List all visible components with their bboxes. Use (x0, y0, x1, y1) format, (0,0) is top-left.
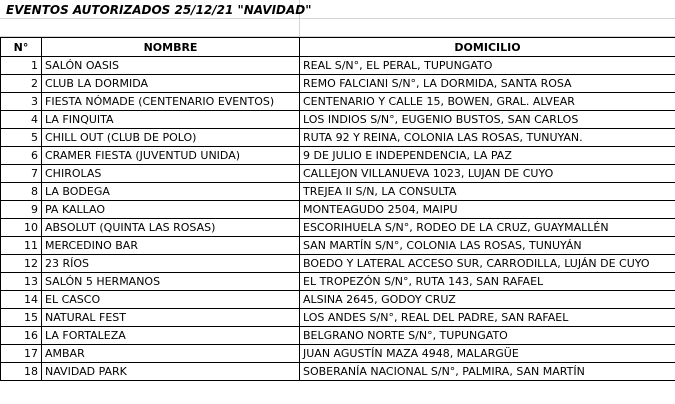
cell-name[interactable]: 23 RÍOS (42, 255, 300, 273)
cell-num[interactable]: 14 (1, 291, 42, 309)
cell-num[interactable]: 2 (1, 75, 42, 93)
cell-num[interactable]: 13 (1, 273, 42, 291)
table-row (1, 93, 675, 111)
cell-num[interactable]: 8 (1, 183, 42, 201)
cell-address[interactable]: LOS ANDES S/N°, REAL DEL PADRE, SAN RAFAEL (300, 309, 675, 327)
cell-num[interactable]: 5 (1, 129, 42, 147)
cell-address[interactable]: ALSINA 2645, GODOY CRUZ (300, 291, 675, 309)
table-row (1, 327, 675, 345)
cell-address[interactable]: EL TROPEZÓN S/N°, RUTA 143, SAN RAFAEL (300, 273, 675, 291)
table-row (1, 291, 675, 309)
cell-name[interactable]: SALÓN 5 HERMANOS (42, 273, 300, 291)
cell-name[interactable]: CHIROLAS (42, 165, 300, 183)
cell-name[interactable]: ABSOLUT (QUINTA LAS ROSAS) (42, 219, 300, 237)
table-row (1, 309, 675, 327)
cell-name[interactable]: NAVIDAD PARK (42, 363, 300, 381)
sheet-title[interactable]: EVENTOS AUTORIZADOS 25/12/21 "NAVIDAD" (6, 3, 312, 17)
cell-num[interactable]: 9 (1, 201, 42, 219)
table-row (1, 255, 675, 273)
cell-address[interactable]: REMO FALCIANI S/N°, LA DORMIDA, SANTA ROSA (300, 75, 675, 93)
cell-address[interactable]: 9 DE JULIO E INDEPENDENCIA, LA PAZ (300, 147, 675, 165)
table-row (1, 183, 675, 201)
table-row (1, 237, 675, 255)
cell-num[interactable]: 11 (1, 237, 42, 255)
cell-num[interactable]: 17 (1, 345, 42, 363)
cell-name[interactable]: PA KALLAO (42, 201, 300, 219)
cell-num[interactable]: 12 (1, 255, 42, 273)
cell-address[interactable]: MONTEAGUDO 2504, MAIPU (300, 201, 675, 219)
cell-num[interactable]: 6 (1, 147, 42, 165)
cell-address[interactable]: CALLEJON VILLANUEVA 1023, LUJAN DE CUYO (300, 165, 675, 183)
table-row (1, 57, 675, 75)
cell-name[interactable]: LA BODEGA (42, 183, 300, 201)
header-address[interactable]: DOMICILIO (300, 38, 675, 57)
table-body (1, 57, 675, 381)
cell-num[interactable]: 3 (1, 93, 42, 111)
cell-num[interactable]: 16 (1, 327, 42, 345)
header-num[interactable]: N° (1, 38, 42, 57)
header-name[interactable]: NOMBRE (42, 38, 300, 57)
table-row (1, 363, 675, 381)
cell-address[interactable]: RUTA 92 Y REINA, COLONIA LAS ROSAS, TUNUYAN. (300, 129, 675, 147)
cell-num[interactable]: 1 (1, 57, 42, 75)
cell-address[interactable]: TREJEA II S/N, LA CONSULTA (300, 183, 675, 201)
cell-name[interactable]: NATURAL FEST (42, 309, 300, 327)
cell-address[interactable]: REAL S/N°, EL PERAL, TUPUNGATO (300, 57, 675, 75)
table-row (1, 273, 675, 291)
cell-name[interactable]: EL CASCO (42, 291, 300, 309)
cell-num[interactable]: 15 (1, 309, 42, 327)
cell-num[interactable]: 7 (1, 165, 42, 183)
cell-name[interactable]: FIESTA NÓMADE (CENTENARIO EVENTOS) (42, 93, 300, 111)
table-row (1, 201, 675, 219)
cell-name[interactable]: SALÓN OASIS (42, 57, 300, 75)
cell-address[interactable]: BELGRANO NORTE S/N°, TUPUNGATO (300, 327, 675, 345)
cell-name[interactable]: CHILL OUT (CLUB DE POLO) (42, 129, 300, 147)
cell-name[interactable]: LA FINQUITA (42, 111, 300, 129)
cell-address[interactable]: CENTENARIO Y CALLE 15, BOWEN, GRAL. ALVEAR (300, 93, 675, 111)
cell-num[interactable]: 10 (1, 219, 42, 237)
grid-line-blank-row (0, 19, 675, 37)
cell-address[interactable]: SAN MARTÍN S/N°, COLONIA LAS ROSAS, TUNUYÁN (300, 237, 675, 255)
cell-address[interactable]: ESCORIHUELA S/N°, RODEO DE LA CRUZ, GUAYMALLÉN (300, 219, 675, 237)
cell-address[interactable]: SOBERANÍA NACIONAL S/N°, PALMIRA, SAN MARTÍN (300, 363, 675, 381)
cell-address[interactable]: JUAN AGUSTÍN MAZA 4948, MALARGÜE (300, 345, 675, 363)
cell-name[interactable]: MERCEDINO BAR (42, 237, 300, 255)
cell-name[interactable]: LA FORTALEZA (42, 327, 300, 345)
cell-num[interactable]: 4 (1, 111, 42, 129)
cell-num[interactable]: 18 (1, 363, 42, 381)
table-row (1, 147, 675, 165)
table-row (1, 129, 675, 147)
cell-address[interactable]: BOEDO Y LATERAL ACCESO SUR, CARRODILLA, LUJÁN DE CUYO (300, 255, 675, 273)
cell-name[interactable]: CLUB LA DORMIDA (42, 75, 300, 93)
table-row (1, 75, 675, 93)
events-table (0, 37, 675, 381)
table-row (1, 345, 675, 363)
table-row (1, 111, 675, 129)
cell-address[interactable]: LOS INDIOS S/N°, EUGENIO BUSTOS, SAN CARLOS (300, 111, 675, 129)
cell-name[interactable]: AMBAR (42, 345, 300, 363)
table-header-row (1, 38, 675, 57)
table-row (1, 165, 675, 183)
cell-name[interactable]: CRAMER FIESTA (JUVENTUD UNIDA) (42, 147, 300, 165)
table-row (1, 219, 675, 237)
